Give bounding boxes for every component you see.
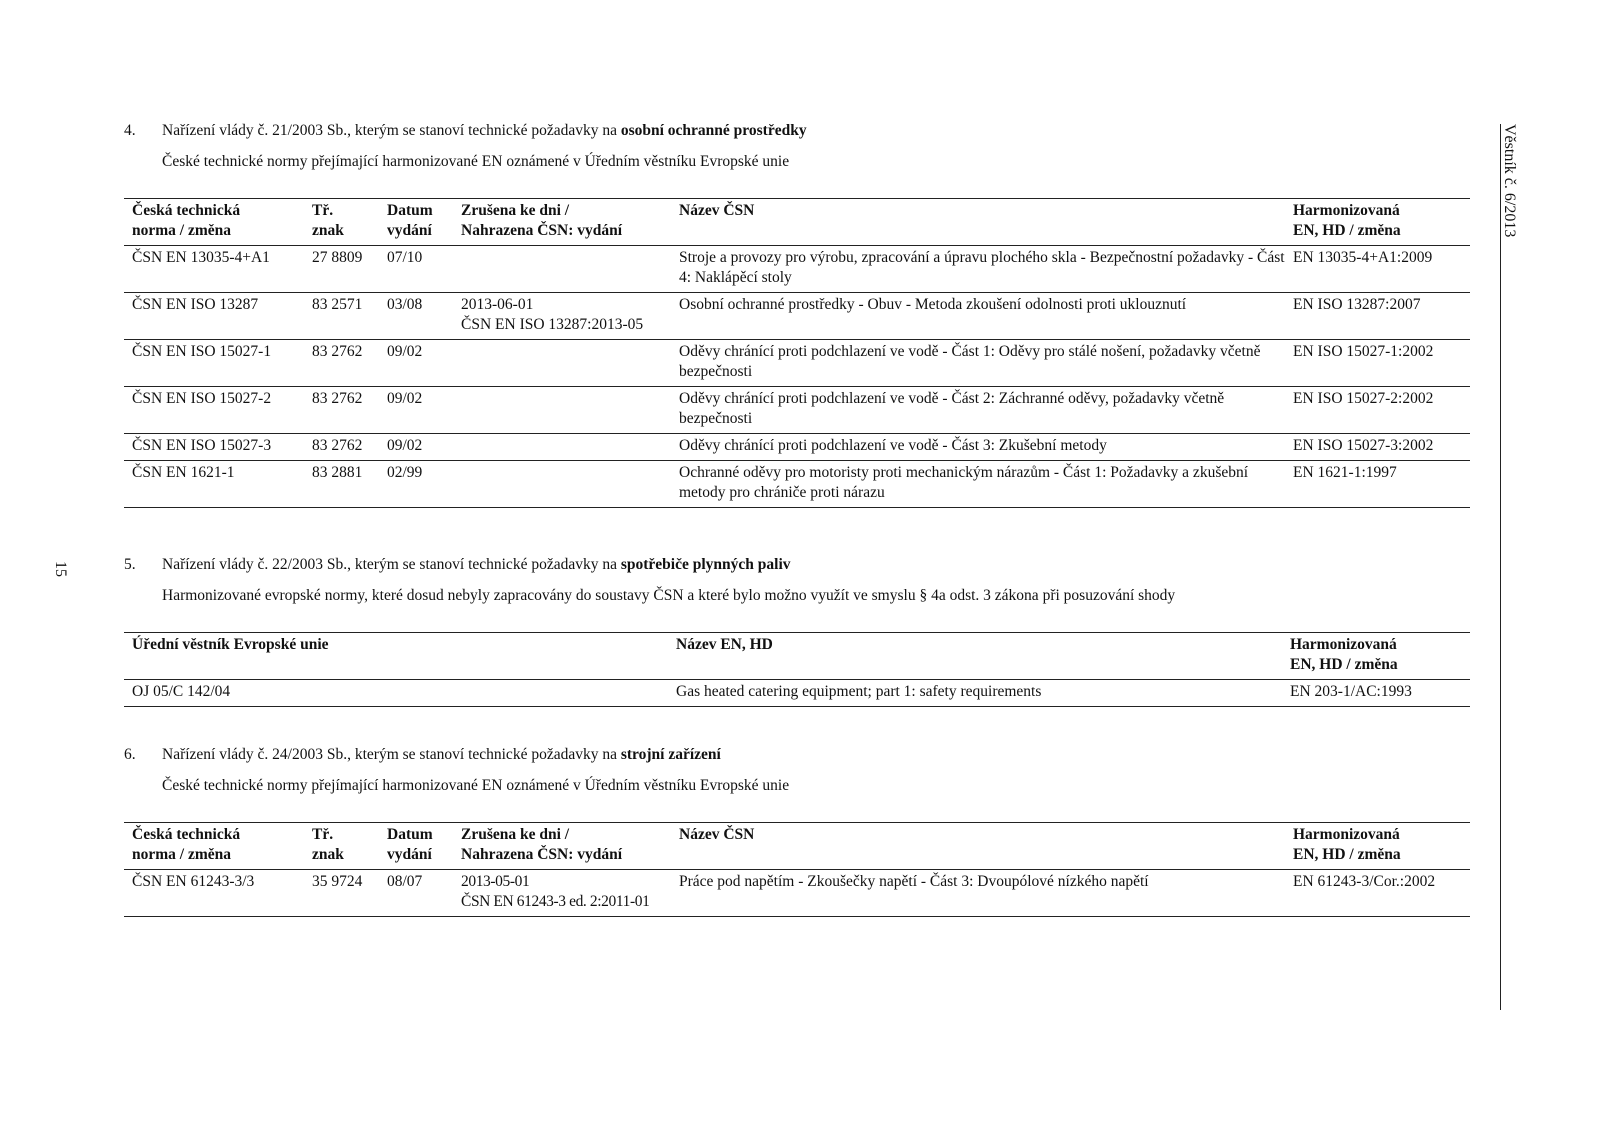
cell-harmonized: EN ISO 15027-1:2002 bbox=[1293, 343, 1434, 360]
cell-date: 08/07 bbox=[387, 873, 423, 890]
cell-date: 02/99 bbox=[387, 464, 423, 481]
table-row bbox=[124, 387, 1470, 434]
col-header bbox=[1285, 823, 1470, 870]
cell-class: 83 2571 bbox=[312, 296, 363, 313]
cell-class: 83 2881 bbox=[312, 464, 363, 481]
col-header bbox=[1282, 633, 1470, 680]
table-header bbox=[124, 633, 1470, 680]
col-header bbox=[304, 823, 379, 870]
cell-title: Osobní ochranné prostředky - Obuv - Metoda zkoušení odolnosti proti uklouznutí bbox=[679, 296, 1187, 313]
cell-title: Stroje a provozy pro výrobu, zpracování a úpravu plochého skla - Bezpečnostní požadavky - Část 4: Naklápěcí stoly bbox=[679, 249, 1285, 286]
section-4 bbox=[124, 120, 1470, 501]
col-header bbox=[124, 199, 304, 246]
col-header-text: Název EN, HD bbox=[676, 636, 773, 653]
cell-class: 83 2762 bbox=[312, 390, 363, 407]
standards-table bbox=[124, 198, 1470, 508]
section-subtitle: Harmonizované evropské normy, které dosud nebyly zapracovány do soustavy ČSN a které bylo možno využít ve smyslu § 4a odst. 3 zákona při posuzování shody bbox=[162, 587, 1176, 604]
cell-harmonized: EN ISO 15027-3:2002 bbox=[1293, 437, 1434, 454]
cell-class: 27 8809 bbox=[312, 249, 363, 266]
table-row bbox=[124, 246, 1470, 293]
cell-standard: ČSN EN ISO 15027-3 bbox=[132, 437, 272, 454]
section-title-text: Nařízení vlády č. 22/2003 Sb., kterým se stanoví technické požadavky na bbox=[162, 556, 621, 573]
section-heading bbox=[124, 554, 1470, 576]
table-row bbox=[124, 340, 1470, 387]
margin-rule bbox=[1500, 124, 1501, 1010]
col-header bbox=[124, 633, 668, 680]
cell-title: Oděvy chránící proti podchlazení ve vodě - Část 2: Záchranné oděvy, požadavky včetně bezpečnosti bbox=[679, 390, 1225, 427]
cell-date: 09/02 bbox=[387, 437, 423, 454]
table-header bbox=[124, 823, 1470, 870]
section-subtitle: České technické normy přejímající harmonizované EN oznámené v Úředním věstníku Evropské unie bbox=[162, 153, 790, 170]
col-header bbox=[671, 199, 1285, 246]
section-title-bold: spotřebiče plynných paliv bbox=[620, 556, 791, 573]
cell-withdrawn bbox=[453, 246, 671, 293]
page-number: 15 bbox=[52, 561, 69, 577]
cell-harmonized: EN ISO 15027-2:2002 bbox=[1293, 390, 1434, 407]
section-title-text: Nařízení vlády č. 24/2003 Sb., kterým se stanoví technické požadavky na bbox=[162, 746, 621, 763]
col-header-text: Datum vydání bbox=[387, 202, 433, 239]
col-header-text: Tř. znak bbox=[312, 202, 344, 239]
cell-withdrawn bbox=[453, 340, 671, 387]
cell-standard: ČSN EN ISO 15027-1 bbox=[132, 343, 272, 360]
section-heading bbox=[124, 744, 1470, 766]
section-subtitle: České technické normy přejímající harmonizované EN oznámené v Úředním věstníku Evropské unie bbox=[162, 777, 790, 794]
col-header-text: Česká technická norma / změna bbox=[132, 826, 241, 863]
section-title-bold: strojní zařízení bbox=[620, 746, 721, 763]
table-header bbox=[124, 199, 1470, 246]
cell-title: Ochranné oděvy pro motoristy proti mechanickým nárazům - Část 1: Požadavky a zkušební metody pro chrániče proti nárazu bbox=[679, 464, 1249, 501]
col-header bbox=[379, 823, 453, 870]
cell-standard: ČSN EN ISO 13287 bbox=[132, 296, 259, 313]
cell-class: 35 9724 bbox=[312, 873, 363, 890]
table-row bbox=[124, 680, 1470, 707]
cell-class: 83 2762 bbox=[312, 343, 363, 360]
cell-date: 07/10 bbox=[387, 249, 423, 266]
section-title bbox=[162, 744, 721, 766]
col-header bbox=[304, 199, 379, 246]
cell-harmonized: EN 13035-4+A1:2009 bbox=[1293, 249, 1433, 266]
col-header-text: Harmonizovaná EN, HD / změna bbox=[1290, 636, 1398, 673]
col-header bbox=[453, 199, 671, 246]
col-header bbox=[668, 633, 1282, 680]
section-title bbox=[162, 120, 807, 142]
cell-withdrawn bbox=[453, 387, 671, 434]
cell-withdrawn: 2013-05-01 ČSN EN 61243-3 ed. 2:2011-01 bbox=[461, 873, 650, 910]
section-6 bbox=[124, 744, 1470, 910]
journal-header: Věstník č. 6/2013 bbox=[1501, 124, 1518, 238]
cell-standard: ČSN EN 61243-3/3 bbox=[132, 873, 255, 890]
cell-withdrawn: 2013-06-01 ČSN EN ISO 13287:2013-05 bbox=[461, 296, 644, 333]
section-number: 5. bbox=[124, 556, 136, 573]
col-header-text: Úřední věstník Evropské unie bbox=[132, 636, 329, 653]
col-header-text: Harmonizovaná EN, HD / změna bbox=[1293, 202, 1401, 239]
cell-class: 83 2762 bbox=[312, 437, 363, 454]
cell-harmonized: EN ISO 13287:2007 bbox=[1293, 296, 1421, 313]
section-number: 4. bbox=[124, 122, 136, 139]
section-title bbox=[162, 554, 791, 576]
col-header-text: Česká technická norma / změna bbox=[132, 202, 241, 239]
col-header-text: Název ČSN bbox=[679, 202, 755, 219]
cell-journal: OJ 05/C 142/04 bbox=[132, 683, 231, 700]
col-header-text: Zrušena ke dni / Nahrazena ČSN: vydání bbox=[461, 202, 623, 239]
cell-standard: ČSN EN ISO 15027-2 bbox=[132, 390, 272, 407]
col-header bbox=[1285, 199, 1470, 246]
cell-harmonized: EN 203-1/AC:1993 bbox=[1290, 683, 1412, 700]
cell-title: Oděvy chránící proti podchlazení ve vodě - Část 1: Oděvy pro stálé nošení, požadavky včetně bezpečnosti bbox=[679, 343, 1261, 380]
cell-standard: ČSN EN 13035-4+A1 bbox=[132, 249, 270, 266]
standards-table bbox=[124, 822, 1470, 917]
col-header-text: Datum vydání bbox=[387, 826, 433, 863]
col-header-text: Zrušena ke dni / Nahrazena ČSN: vydání bbox=[461, 826, 623, 863]
col-header bbox=[379, 199, 453, 246]
section-title-bold: osobní ochranné prostředky bbox=[620, 122, 807, 139]
cell-harmonized: EN 1621-1:1997 bbox=[1293, 464, 1397, 481]
section-5 bbox=[124, 554, 1470, 700]
col-header-text: Tř. znak bbox=[312, 826, 344, 863]
table-row bbox=[124, 870, 1470, 917]
cell-title: Práce pod napětím - Zkoušečky napětí - Část 3: Dvoupólové nízkého napětí bbox=[679, 873, 1149, 890]
section-heading bbox=[124, 120, 1470, 142]
cell-harmonized: EN 61243-3/Cor.:2002 bbox=[1293, 873, 1436, 890]
section-title-text: Nařízení vlády č. 21/2003 Sb., kterým se stanoví technické požadavky na bbox=[162, 122, 621, 139]
cell-withdrawn bbox=[453, 434, 671, 461]
section-number: 6. bbox=[124, 746, 136, 763]
table-row bbox=[124, 461, 1470, 508]
col-header-text: Harmonizovaná EN, HD / změna bbox=[1293, 826, 1401, 863]
col-header bbox=[124, 823, 304, 870]
cell-title: Oděvy chránící proti podchlazení ve vodě - Část 3: Zkušební metody bbox=[679, 437, 1107, 454]
table-row bbox=[124, 434, 1470, 461]
cell-title: Gas heated catering equipment; part 1: safety requirements bbox=[676, 683, 1042, 700]
cell-standard: ČSN EN 1621-1 bbox=[132, 464, 235, 481]
cell-date: 03/08 bbox=[387, 296, 423, 313]
col-header bbox=[671, 823, 1285, 870]
table-row bbox=[124, 293, 1470, 340]
cell-withdrawn bbox=[453, 461, 671, 508]
standards-table bbox=[124, 632, 1470, 707]
cell-date: 09/02 bbox=[387, 390, 423, 407]
col-header-text: Název ČSN bbox=[679, 826, 755, 843]
cell-date: 09/02 bbox=[387, 343, 423, 360]
col-header bbox=[453, 823, 671, 870]
